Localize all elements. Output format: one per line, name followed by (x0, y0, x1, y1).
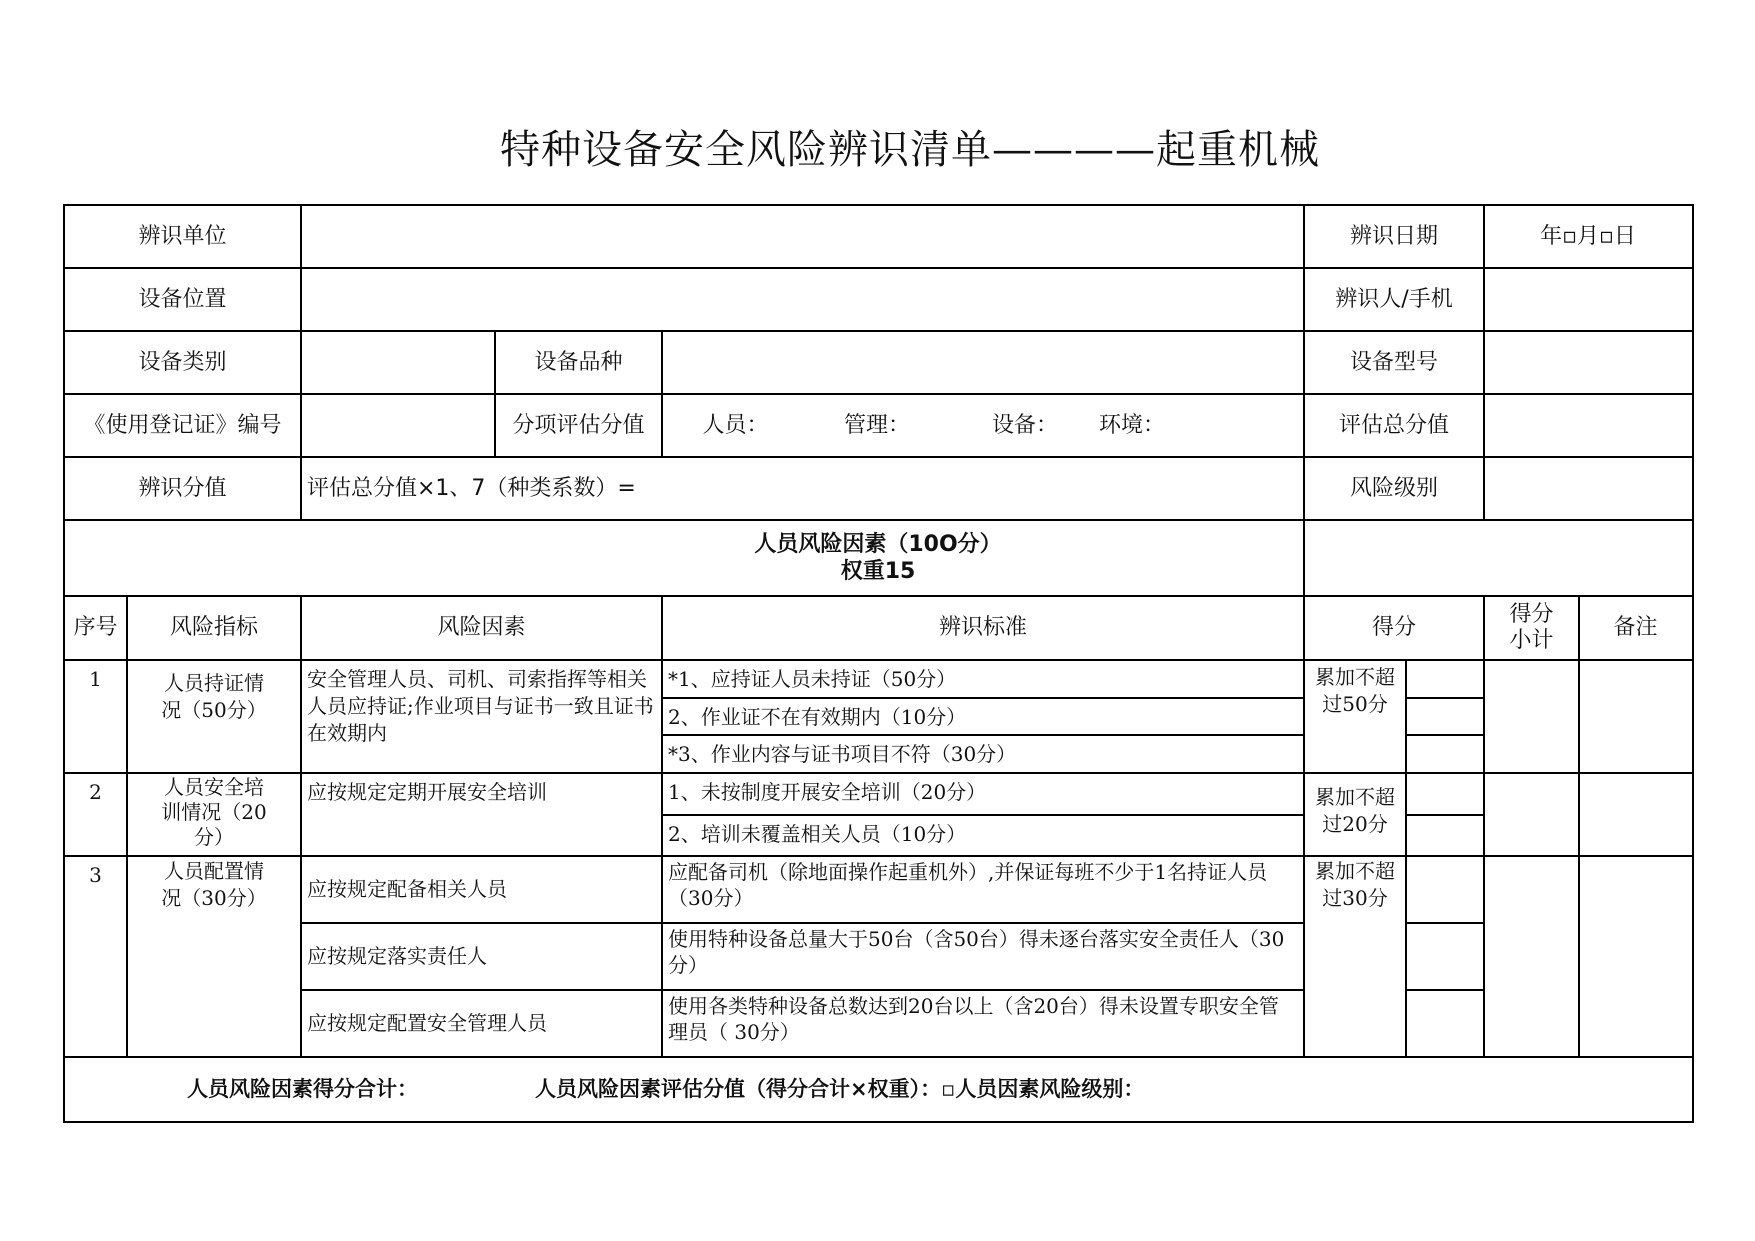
score-label: 辨识分值 (138, 475, 227, 501)
footer-eval-label: 人员风险因素评估分值（得分合计×权重）：▫人员因素风险级别： (535, 1077, 1145, 1102)
identifier-label: 辨识人/手机 (1335, 286, 1453, 312)
row3-factor-1: 应按规定配备相关人员 (307, 877, 507, 901)
category-value[interactable] (301, 331, 495, 394)
row2-factor: 应按规定定期开展安全培训 (307, 780, 547, 804)
col-subtotal: 得分小计 (1509, 601, 1554, 653)
variety-label: 设备品种 (534, 349, 623, 375)
sub-mgmt: 管理： (843, 412, 910, 438)
level-value[interactable] (1484, 457, 1692, 520)
sub-person: 人员： (702, 412, 769, 438)
row1-factor: 安全管理人员、司机、司索指挥等相关人员应持证;作业项目与证书一致且证书在效期内 (307, 667, 654, 745)
row3-indicator: 人员配置情况（30分） (161, 859, 267, 910)
registration-value[interactable] (301, 394, 495, 457)
row1-standard-1: *1、应持证人员未持证（50分） (668, 667, 957, 691)
row3-standard-2: 使用特种设备总量大于50台（含50台）得未逐台落实安全责任人（30分） (668, 927, 1285, 977)
score-formula[interactable]: 评估总分值×1、7（种类系数）= (307, 475, 636, 501)
col-remark: 备注 (1613, 615, 1658, 641)
section-title-line2: 权重15 (840, 559, 916, 584)
variety-value[interactable] (662, 331, 1304, 394)
row1-standard-3: *3、作业内容与证书项目不符（30分） (668, 742, 1017, 766)
location-label: 设备位置 (138, 286, 227, 312)
row3-standard-3: 使用各类特种设备总数达到20台以上（含20台）得未设置专职安全管理员（ 30分） (668, 994, 1279, 1044)
row3-cap: 累加不超过30分 (1315, 859, 1395, 910)
row2-cap: 累加不超过20分 (1315, 785, 1395, 836)
row3-factor-3: 应按规定配置安全管理人员 (307, 1011, 547, 1035)
col-score: 得分 (1371, 615, 1416, 641)
row3-factor-2: 应按规定落实责任人 (307, 944, 487, 968)
row3-standard-1: 应配备司机（除地面操作起重机外）,并保证每班不少于1名持证人员（30分） (668, 860, 1268, 910)
level-label: 风险级别 (1349, 475, 1438, 501)
footer-row (64, 1057, 1692, 1122)
sub-score-value[interactable] (662, 394, 1304, 457)
location-value[interactable] (301, 268, 1304, 331)
row1-seq: 1 (89, 667, 102, 691)
row3-seq: 3 (89, 863, 102, 887)
row1-cap: 累加不超过50分 (1315, 665, 1395, 716)
row2-seq: 2 (89, 780, 102, 804)
col-seq: 序号 (73, 615, 118, 641)
total-label: 评估总分值 (1338, 412, 1449, 438)
footer-total-label: 人员风险因素得分合计： (187, 1077, 418, 1102)
col-standard: 辨识标准 (938, 615, 1027, 641)
total-value[interactable] (1484, 394, 1692, 457)
section-title-line1: 人员风险因素（10O分） (754, 531, 1002, 557)
unit-value[interactable] (301, 205, 1304, 268)
category-label: 设备类别 (138, 349, 227, 375)
page-title: 特种设备安全风险辨识清单————起重机械 (500, 127, 1320, 173)
date-value[interactable]: 年▫月▫日 (1540, 223, 1636, 249)
col-indicator: 风险指标 (169, 615, 258, 641)
row1-indicator: 人员持证情况（50分） (161, 671, 267, 722)
model-value[interactable] (1484, 331, 1692, 394)
sub-score-label: 分项评估分值 (512, 412, 645, 438)
sub-env: 环境： (1099, 412, 1166, 438)
row2-indicator: 人员安全培训情况（20分） (161, 775, 267, 849)
col-factor: 风险因素 (437, 615, 526, 641)
row2-standard-2: 2、培训未覆盖相关人员（10分） (668, 822, 967, 846)
section-title (64, 520, 1692, 596)
row2-standard-1: 1、未按制度开展安全培训（20分） (668, 780, 987, 804)
unit-label: 辨识单位 (138, 223, 227, 249)
sub-equip: 设备： (991, 412, 1058, 438)
row1-standard-2: 2、作业证不在有效期内（10分） (668, 705, 967, 729)
date-label: 辨识日期 (1349, 223, 1438, 249)
identifier-value[interactable] (1484, 268, 1692, 331)
registration-label: 《使用登记证》编号 (83, 412, 282, 438)
model-label: 设备型号 (1349, 349, 1438, 375)
